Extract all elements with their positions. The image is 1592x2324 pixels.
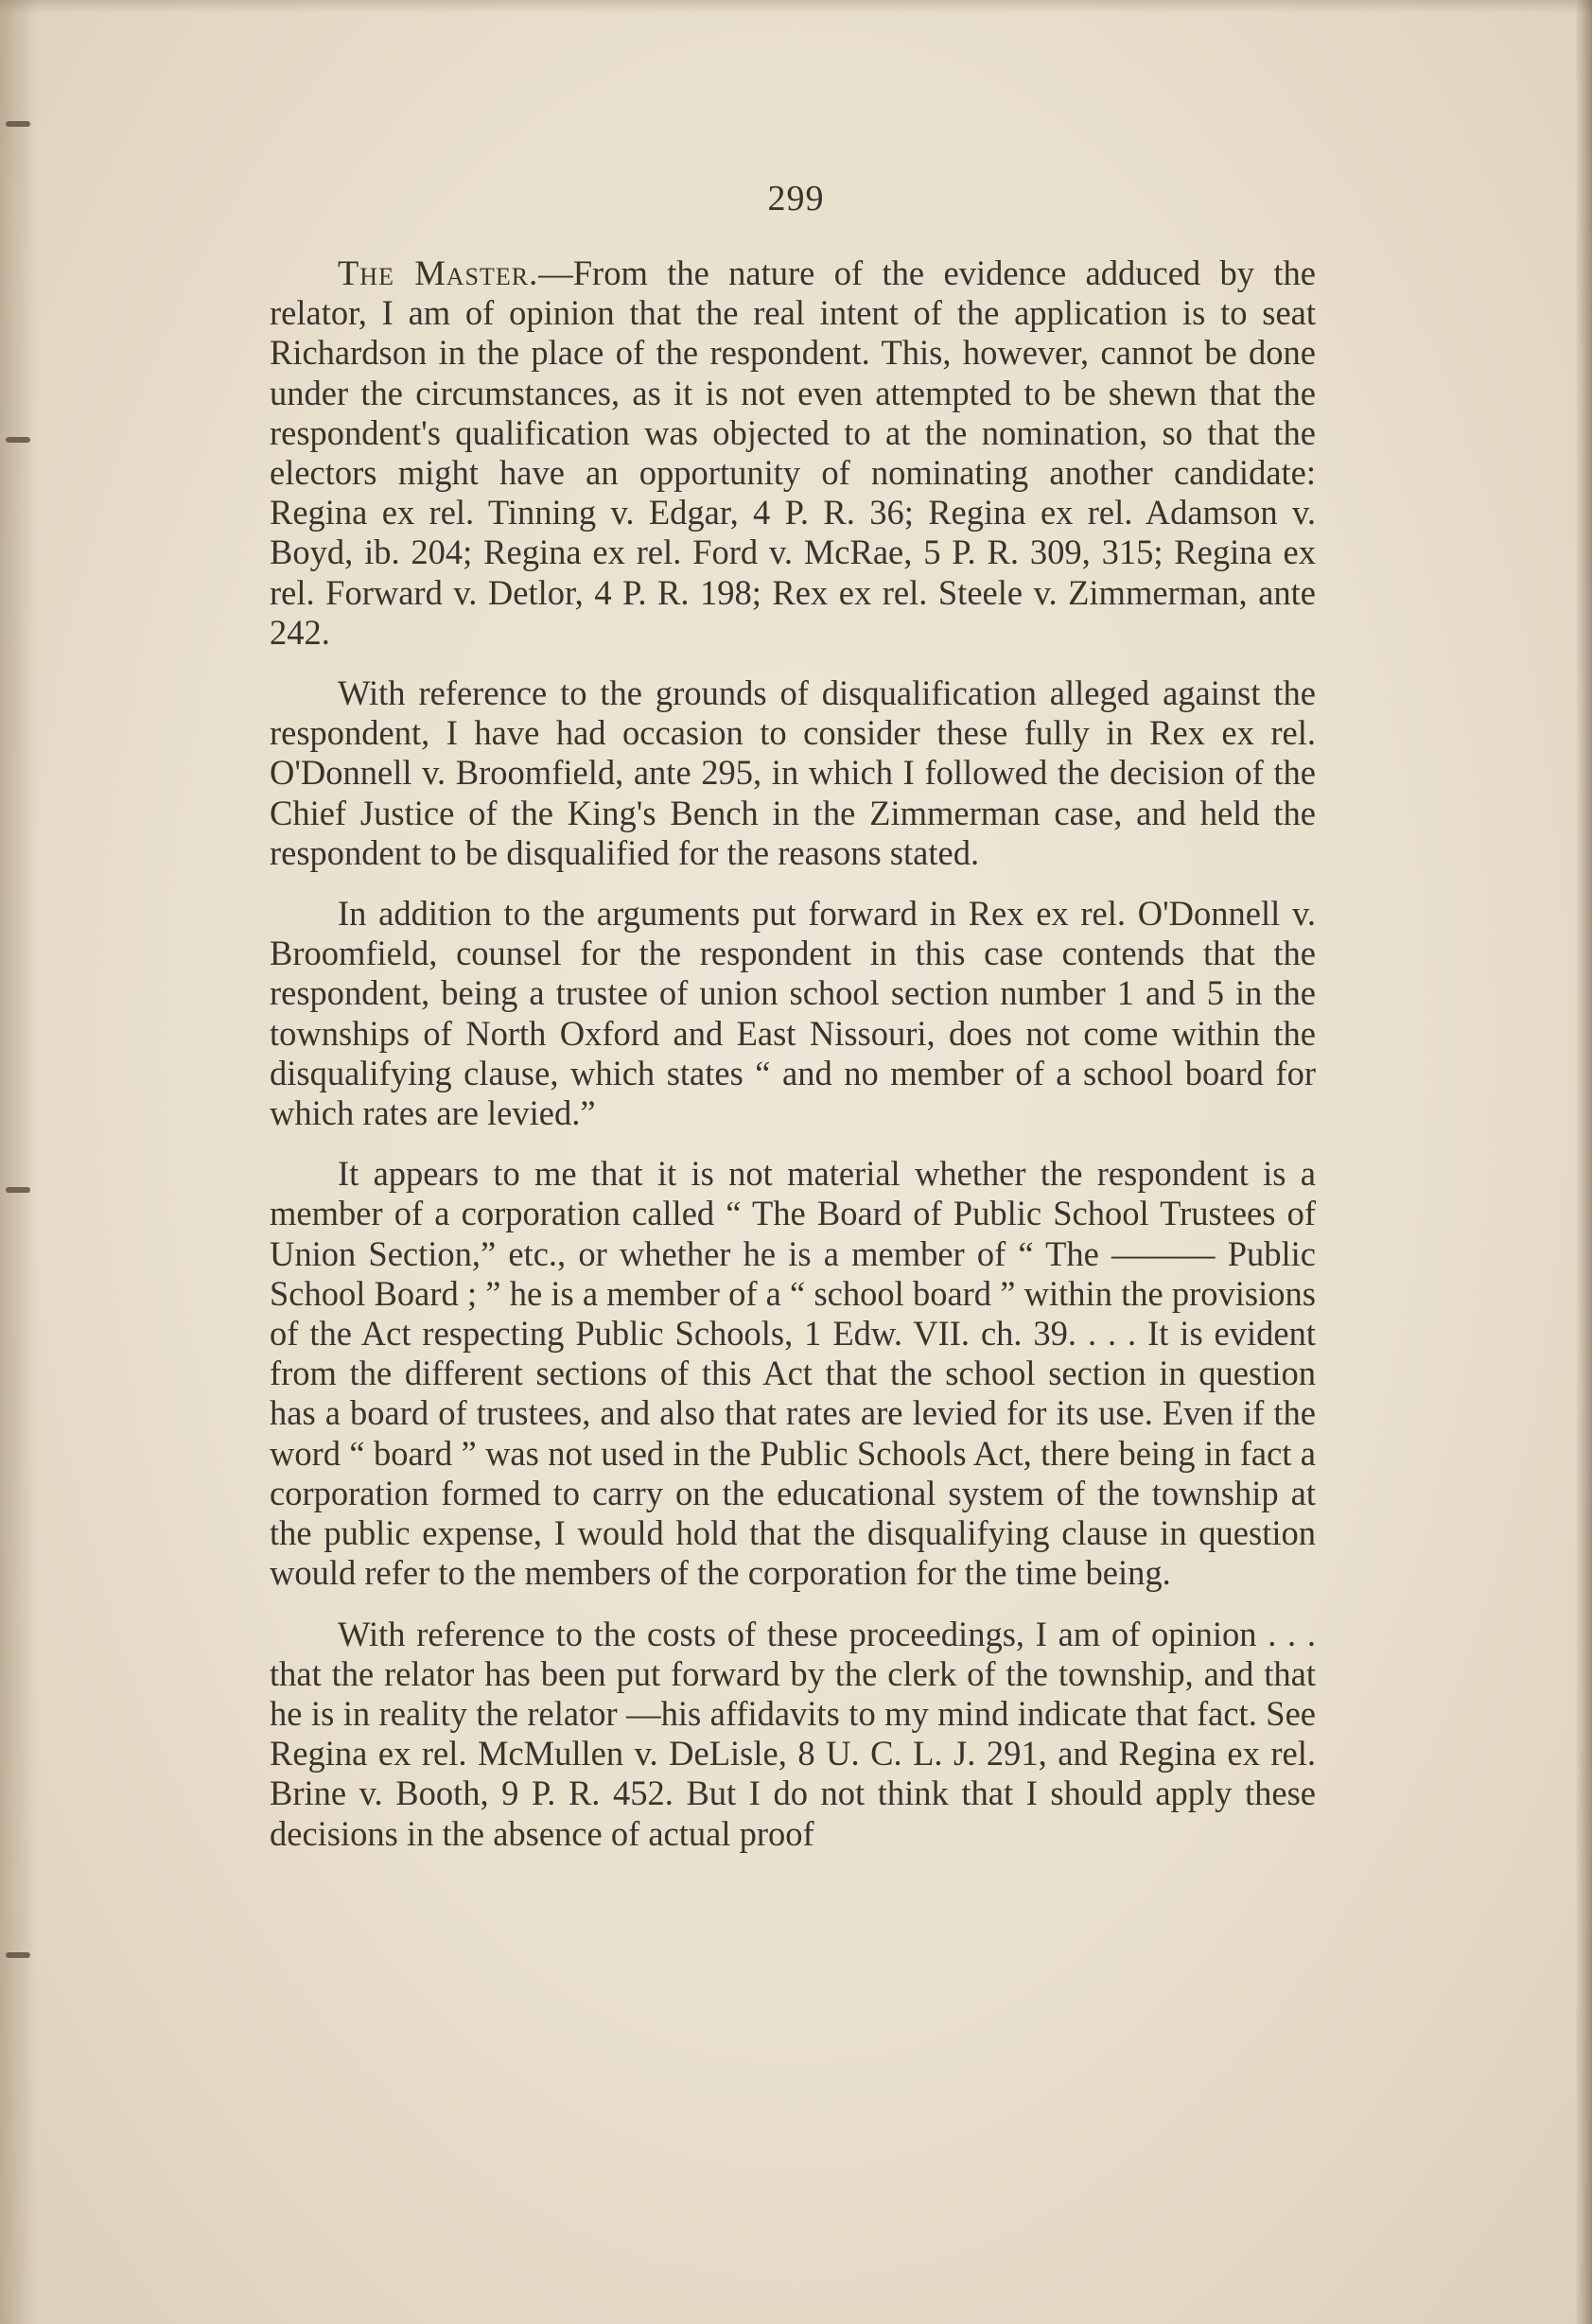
page-edge-shadow bbox=[1575, 0, 1592, 2324]
paragraph-text: In addition to the arguments put forward in Rex ex rel. O'Donnell v. Broomfield, counsel for the respondent in this case contends that the respondent, being a trustee of union school section number 1 and 5 in the townships of North Oxford and East Nissouri, does not come within the disqualifying clause, which states “ and no member of a school board for which rates are levied.” bbox=[270, 894, 1316, 1133]
binding-mark bbox=[6, 437, 30, 443]
paragraph-text: With reference to the costs of these proceedings, I am of opinion . . . that the relator has been put forward by the clerk of the township, and that he is in reality the relator —his affidavits to my mind indicate that fact. See Regina ex rel. McMullen v. DeLisle, 8 U. C. L. J. 291, and Regina ex rel. Brine v. Booth, 9 P. R. 452. But I do not think that I should apply these decisions in the absence of actual proof bbox=[270, 1614, 1316, 1853]
paragraph bbox=[270, 673, 1316, 873]
paragraph-text: With reference to the grounds of disqualification alleged against the respondent, I have had occasion to consider these fully in Rex ex rel. O'Donnell v. Broomfield, ante 295, in which I followed the decision of the Chief Justice of the King's Bench in the Zimmerman case, and held the respondent to be disqualified for the reasons stated. bbox=[270, 673, 1316, 872]
page-number: 299 bbox=[767, 179, 825, 218]
binding-mark bbox=[6, 1952, 30, 1958]
body-text bbox=[270, 253, 1316, 1875]
page-spine-shadow bbox=[0, 0, 38, 2324]
speaker-label: The Master. bbox=[338, 253, 539, 292]
page-top-shadow bbox=[0, 0, 1592, 13]
binding-mark bbox=[6, 121, 30, 127]
binding-mark bbox=[6, 1187, 30, 1193]
paragraph bbox=[270, 253, 1316, 653]
paragraph-text: —From the nature of the evidence adduced by the relator, I am of opinion that the real intent of the application is to seat Richardson in the place of the respondent. This, however, cannot be done under the circumstances, as it is not even attempted to be shewn that the respondent's qualification was objected to at the nomination, so that the electors might have an opportunity of nominating another candidate: Regina ex rel. Tinning v. Edgar, 4 P. R. 36; Regina ex rel. Adamson v. Boyd, ib. 204; Regina ex rel. Ford v. McRae, 5 P. R. 309, 315; Regina ex rel. Forward v. Detlor, 4 P. R. 198; Rex ex rel. Steele v. Zimmerman, ante 242. bbox=[270, 253, 1317, 652]
paragraph bbox=[270, 1154, 1316, 1593]
paragraph bbox=[270, 894, 1316, 1133]
paragraph bbox=[270, 1615, 1316, 1854]
paragraph-text: It appears to me that it is not material whether the respondent is a member of a corporation called “ The Board of Public School Trustees of Union Section,” etc., or whether he is a member of “ The ——— Public School Board ; ” he is a member of a “ school board ” within the provisions of the Act respecting Public Schools, 1 Edw. VII. ch. 39. . . . It is evident from the different sections of this Act that the school section in question has a board of trustees, and also that rates are levied for its use. Even if the word “ board ” was not used in the Public Schools Act, there being in fact a corporation formed to carry on the educational system of the township at the public expense, I would hold that the disqualifying clause in question would refer to the members of the corporation for the time being. bbox=[270, 1154, 1316, 1593]
